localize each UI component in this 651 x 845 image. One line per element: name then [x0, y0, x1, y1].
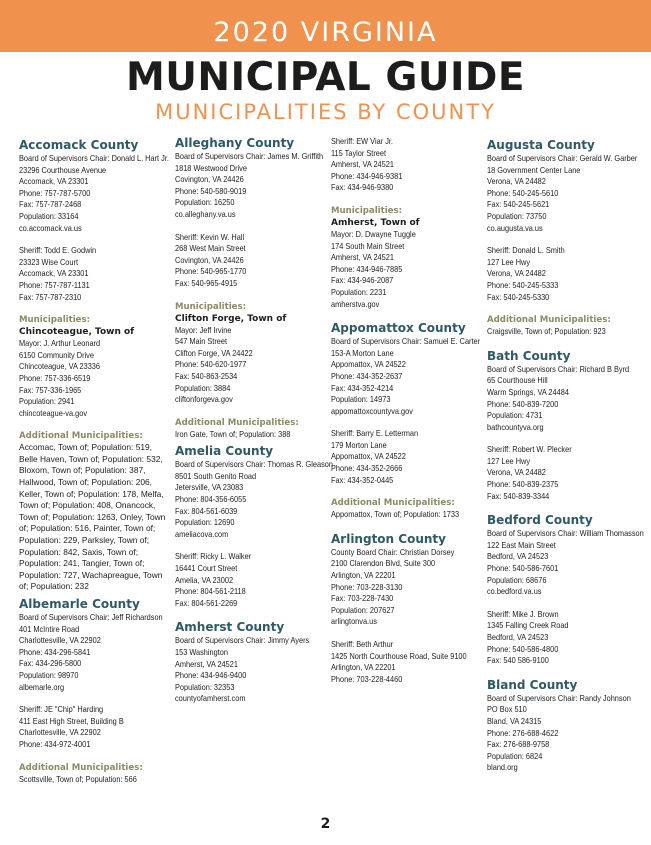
- sheriff-line: Phone: 540-839-2375: [487, 479, 559, 490]
- county-line: 65 Courthouse Hill: [487, 375, 548, 386]
- sheriff-line: Fax: 757-787-2310: [19, 291, 82, 302]
- county-line: Fax: 434-352-4214: [331, 382, 394, 393]
- county-bath: [487, 349, 637, 503]
- county-arlington: [331, 532, 481, 686]
- county-alleghany: [175, 136, 325, 440]
- county-amelia: [175, 444, 333, 609]
- county-line: Population: 98970: [19, 669, 79, 680]
- sheriff-line: Amherst, VA 24521: [331, 159, 394, 170]
- county-line: Board of Supervisors Chair: Jeff Richardson: [19, 612, 163, 622]
- county-line: 153-A Morton Lane: [331, 347, 394, 358]
- banner-year: 2020 VIRGINIA: [213, 17, 438, 48]
- additional-municipalities-heading: Additional Municipalities:: [19, 762, 143, 773]
- town-website: amherstva.gov: [331, 298, 380, 309]
- county-website: albemarle.org: [19, 681, 65, 692]
- sheriff-line: 1425 North Courthouse Road, Suite 9100: [331, 650, 467, 661]
- sheriff-line: Sheriff: Barry E. Letterman: [331, 428, 419, 439]
- sheriff-line: Phone: 540-245-5333: [487, 279, 559, 290]
- town-line: Phone: 434-946-7885: [331, 263, 403, 274]
- sheriff-line: Sheriff: EW Viar Jr.: [331, 136, 393, 146]
- county-line: Fax: 540-245-5621: [487, 199, 550, 210]
- sheriff-line: Sheriff: Robert W. Plecker: [487, 444, 572, 455]
- county-line: Population: 32353: [175, 681, 235, 692]
- county-accomack: [19, 138, 169, 593]
- county-name: Augusta County: [487, 138, 595, 152]
- county-website: bland.org: [487, 762, 518, 773]
- page-number: 2: [320, 816, 331, 832]
- additional-municipalities-text: Iron Gate, Town of; Population: 388: [175, 428, 291, 439]
- county-line: Phone: 804-356-6055: [175, 494, 247, 505]
- county-line: Warm Springs, VA 24484: [487, 386, 569, 397]
- county-line: Phone: 540-839-7200: [487, 398, 559, 409]
- sheriff-line: Phone: 804-561-2118: [175, 586, 246, 597]
- additional-municipalities-text: Scottsville, Town of; Population: 566: [19, 773, 137, 784]
- additional-municipalities-heading: Additional Municipalities:: [19, 431, 143, 442]
- sheriff-line: 127 Lee Hwy: [487, 256, 531, 267]
- county-line: Board of Supervisors Chair: James M. Griffith: [175, 151, 324, 161]
- sheriff-line: 127 Lee Hwy: [487, 455, 531, 466]
- sheriff-line: Bedford, VA 24523: [487, 632, 549, 642]
- town-line: 547 Main Street: [175, 336, 228, 347]
- county-albemarle: [19, 597, 169, 785]
- town-website: chincoteague-va.gov: [19, 407, 88, 418]
- sheriff-line: Fax: 540-965-4915: [175, 277, 238, 288]
- sheriff-line: Sheriff: Kevin W. Hall: [175, 231, 245, 242]
- sheriff-line: Phone: 757-787-1131: [19, 279, 90, 290]
- county-line: Fax: 434-296-5800: [19, 658, 82, 669]
- county-name: Accomack County: [19, 138, 139, 152]
- column-3: [331, 136, 481, 685]
- sheriff-line: Sheriff: JE "Chip" Harding: [19, 704, 104, 715]
- additional-municipalities-text: Craigsville, Town of; Population: 923: [487, 326, 606, 337]
- county-line: Population: 6824: [487, 750, 543, 761]
- page-subtitle: MUNICIPALITIES BY COUNTY: [155, 100, 496, 124]
- municipalities-heading: Municipalities:: [331, 205, 403, 216]
- town-line: Population: 3884: [175, 382, 231, 393]
- county-name: Amherst County: [175, 620, 285, 635]
- sheriff-line: Sheriff: Todd E. Godwin: [19, 245, 97, 256]
- county-website: arlingtonva.us: [331, 616, 377, 627]
- county-line: County Board Chair: Christian Dorsey: [331, 546, 455, 557]
- county-name: Albemarle County: [19, 597, 140, 611]
- town-line: Fax: 540-863-2534: [175, 370, 238, 381]
- sheriff-line: Fax: 804-561-2269: [175, 597, 238, 608]
- county-name: Bedford County: [487, 513, 593, 528]
- sheriff-line: Fax: 540 586-9100: [487, 655, 549, 666]
- town-website: cliftonforgeva.gov: [175, 394, 233, 405]
- column-4: [487, 138, 644, 774]
- sheriff-line: Verona, VA 24482: [487, 268, 546, 279]
- county-line: Board of Supervisors Chair: Richard B Byrd: [487, 363, 630, 374]
- county-website: co.bedford.va.us: [487, 586, 542, 597]
- town-name: Clifton Forge, Town of: [175, 313, 287, 324]
- county-line: Board of Supervisors Chair: William Thomasson: [487, 528, 644, 539]
- town-line: Fax: 757-336-1965: [19, 384, 82, 395]
- county-name: Appomattox County: [331, 321, 466, 336]
- county-line: 18 Government Center Lane: [487, 164, 581, 175]
- county-line: Arlington, VA 22201: [331, 570, 396, 581]
- sheriff-line: Arlington, VA 22201: [331, 662, 396, 673]
- sheriff-line: Phone: 540-965-1770: [175, 266, 247, 277]
- town-line: Chincoteague, VA 23336: [19, 361, 101, 372]
- county-line: Covington, VA 24426: [175, 174, 244, 185]
- sheriff-line: Phone: 434-352-2666: [331, 463, 403, 474]
- county-line: Population: 68676: [487, 574, 547, 585]
- county-bland: [487, 678, 637, 774]
- town-line: Amherst, VA 24521: [331, 252, 394, 263]
- town-name: Chincoteague, Town of: [19, 327, 135, 338]
- sheriff-line: Sheriff: Donald L. Smith: [487, 245, 565, 256]
- page-title: MUNICIPAL GUIDE: [125, 55, 526, 100]
- sheriff-line: Verona, VA 24482: [487, 467, 546, 478]
- county-line: Population: 16250: [175, 197, 235, 208]
- county-name: Alleghany County: [175, 136, 295, 150]
- county-line: Phone: 276-688-4622: [487, 727, 559, 738]
- county-website: ameliacova.com: [175, 528, 229, 539]
- county-line: Appomattox, VA 24522: [331, 359, 406, 370]
- sheriff-line: 268 West Main Street: [175, 243, 246, 254]
- county-line: Fax: 703-228-7430: [331, 593, 394, 604]
- county-line: PO Box 510: [487, 704, 527, 715]
- additional-municipalities-text: Accomac, Town of; Population: 519, Belle Haven, Town of; Population: 532, Bloxom, Town of; Population: 387, Hallwood, Town of; Population: 206, Keller, Town of; Population: 178, Melfa, Town of; Population: 408, Onancock, Town of; Population: 1263, Onley, Town of; Population: 516, Painter, Town of; Population: 229, Parksley, Town of; Population: 842, Saxis, Town of; Population: 241, Tangier, Town of; Population: 727, Wachapreague, Town of; Population: 232: [19, 442, 166, 592]
- town-line: Mayor: J. Arthur Leonard: [19, 338, 101, 349]
- county-line: Board of Supervisors Chair: Samuel E. Carter: [331, 336, 481, 347]
- county-line: 8501 South Genito Road: [175, 470, 257, 481]
- town-line: 6150 Community Drive: [19, 349, 94, 360]
- county-line: Board of Supervisors Chair: Jimmy Ayers: [175, 635, 310, 646]
- sheriff-line: Fax: 540-245-5330: [487, 291, 550, 302]
- town-line: Mayor: Jeff Irvine: [175, 324, 232, 335]
- county-name: Bath County: [487, 348, 571, 363]
- county-line: Bedford, VA 24523: [487, 551, 549, 562]
- county-line: 1818 Westwood Drive: [175, 162, 247, 173]
- sheriff-line: Phone: 434-946-9381: [331, 170, 403, 181]
- additional-municipalities-heading: Additional Municipalities:: [175, 417, 299, 428]
- county-line: Phone: 757-787-5700: [19, 187, 91, 198]
- town-line: Population: 2231: [331, 286, 387, 297]
- county-line: Board of Supervisors Chair: Gerald W. Garber: [487, 153, 638, 163]
- sheriff-line: Fax: 540-839-3344: [487, 490, 550, 501]
- county-website: bathcountyva.org: [487, 421, 544, 432]
- county-line: 2100 Clarendon Blvd, Suite 300: [331, 558, 436, 569]
- town-line: 174 South Main Street: [331, 240, 405, 251]
- sheriff-line: Covington, VA 24426: [175, 254, 244, 265]
- county-line: Board of Supervisors Chair: Randy Johnson: [487, 692, 631, 703]
- town-line: Clifton Forge, VA 24422: [175, 347, 253, 358]
- town-line: Fax: 434-946-2087: [331, 275, 394, 286]
- county-line: Phone: 540-586-7601: [487, 563, 559, 574]
- sheriff-line: Sheriff: Mike J. Brown: [487, 608, 559, 619]
- sheriff-line: Phone: 434-972-4001: [19, 738, 91, 749]
- header-banner: [0, 0, 651, 52]
- county-appomattox: [331, 321, 481, 521]
- sheriff-line: Phone: 703-228-4460: [331, 673, 403, 684]
- municipalities-heading: Municipalities:: [19, 315, 91, 326]
- town-name: Amherst, Town of: [331, 217, 420, 228]
- county-name: Arlington County: [331, 531, 446, 546]
- county-amherst-continued: [331, 136, 481, 310]
- county-website: co.augusta.va.us: [487, 222, 543, 233]
- county-line: Population: 4731: [487, 410, 543, 421]
- additional-municipalities-heading: Additional Municipalities:: [331, 498, 455, 509]
- county-line: Amherst, VA 24521: [175, 658, 238, 669]
- county-line: Phone: 703-228-3130: [331, 581, 403, 592]
- county-line: Jetersville, VA 23083: [175, 482, 244, 493]
- county-line: Population: 33164: [19, 210, 79, 221]
- county-line: Population: 14973: [331, 394, 391, 405]
- county-line: Population: 73750: [487, 210, 547, 221]
- county-amherst: [175, 620, 325, 705]
- county-line: Board of Supervisors Chair: Thomas R. Gleason: [175, 459, 333, 470]
- county-line: Fax: 757-787-2468: [19, 199, 82, 210]
- sheriff-line: Sheriff: Beth Arthur: [331, 639, 394, 649]
- county-line: Charlottesville, VA 22902: [19, 635, 101, 646]
- sheriff-line: Sheriff: Ricky L. Walker: [175, 551, 252, 562]
- county-line: Accomack, VA 23301: [19, 176, 89, 187]
- town-line: Population: 2941: [19, 396, 75, 407]
- sheriff-line: 23323 Wise Court: [19, 256, 79, 267]
- municipalities-heading: Municipalities:: [175, 301, 247, 312]
- county-line: Phone: 540-245-5610: [487, 187, 559, 198]
- county-line: Phone: 540-580-9019: [175, 185, 247, 196]
- county-line: Fax: 804-561-6039: [175, 505, 238, 516]
- sheriff-line: 1345 Falling Creek Road: [487, 620, 569, 631]
- sheriff-line: 115 Taylor Street: [331, 147, 387, 158]
- sheriff-line: Phone: 540-586-4800: [487, 643, 559, 654]
- county-website: appomattoxcountyva.gov: [331, 405, 413, 416]
- county-line: Phone: 434-352-2637: [331, 370, 403, 381]
- town-line: Mayor: D. Dwayne Tuggle: [331, 228, 416, 239]
- county-line: 122 East Main Street: [487, 539, 556, 550]
- county-website: co.accomack.va.us: [19, 222, 82, 233]
- sheriff-line: Amelia, VA 23002: [175, 574, 234, 585]
- county-line: Population: 207627: [331, 604, 395, 615]
- sheriff-line: Charlottesville, VA 22902: [19, 727, 101, 738]
- county-line: 153 Washington: [175, 647, 228, 657]
- additional-municipalities-heading: Additional Municipalities:: [487, 315, 611, 326]
- additional-municipalities-text: Appomattox, Town of; Population: 1733: [331, 509, 460, 520]
- sheriff-line: Fax: 434-946-9380: [331, 182, 394, 193]
- column-2: [175, 136, 333, 705]
- town-line: Phone: 757-336-6519: [19, 372, 91, 383]
- county-website: countyofamherst.com: [175, 693, 246, 704]
- county-line: Population: 12690: [175, 517, 235, 528]
- county-name: Bland County: [487, 677, 578, 692]
- county-name: Amelia County: [175, 444, 274, 459]
- county-bedford: [487, 513, 644, 667]
- town-line: Phone: 540-620-1977: [175, 359, 247, 370]
- county-line: Bland, VA 24315: [487, 715, 542, 726]
- county-website: co.alleghany.va.us: [175, 208, 236, 219]
- sheriff-line: Appomattox, VA 24522: [331, 451, 406, 462]
- sheriff-line: 16441 Court Street: [175, 563, 238, 574]
- county-line: 401 McIntire Road: [19, 623, 80, 634]
- county-line: Fax: 276-688-9758: [487, 739, 550, 750]
- sheriff-line: 411 East High Street, Building B: [19, 715, 124, 726]
- sheriff-line: Fax: 434-352-0445: [331, 474, 394, 485]
- county-line: 23296 Courthouse Avenue: [19, 164, 107, 175]
- county-line: Board of Supervisors Chair: Donald L. Hart Jr.: [19, 153, 169, 163]
- sheriff-line: 179 Morton Lane: [331, 439, 387, 450]
- column-1: [19, 138, 169, 785]
- county-line: Verona, VA 24482: [487, 176, 546, 187]
- county-line: Phone: 434-296-5841: [19, 646, 91, 657]
- county-line: Phone: 434-946-9400: [175, 670, 247, 681]
- county-augusta: [487, 138, 637, 338]
- sheriff-line: Accomack, VA 23301: [19, 268, 89, 279]
